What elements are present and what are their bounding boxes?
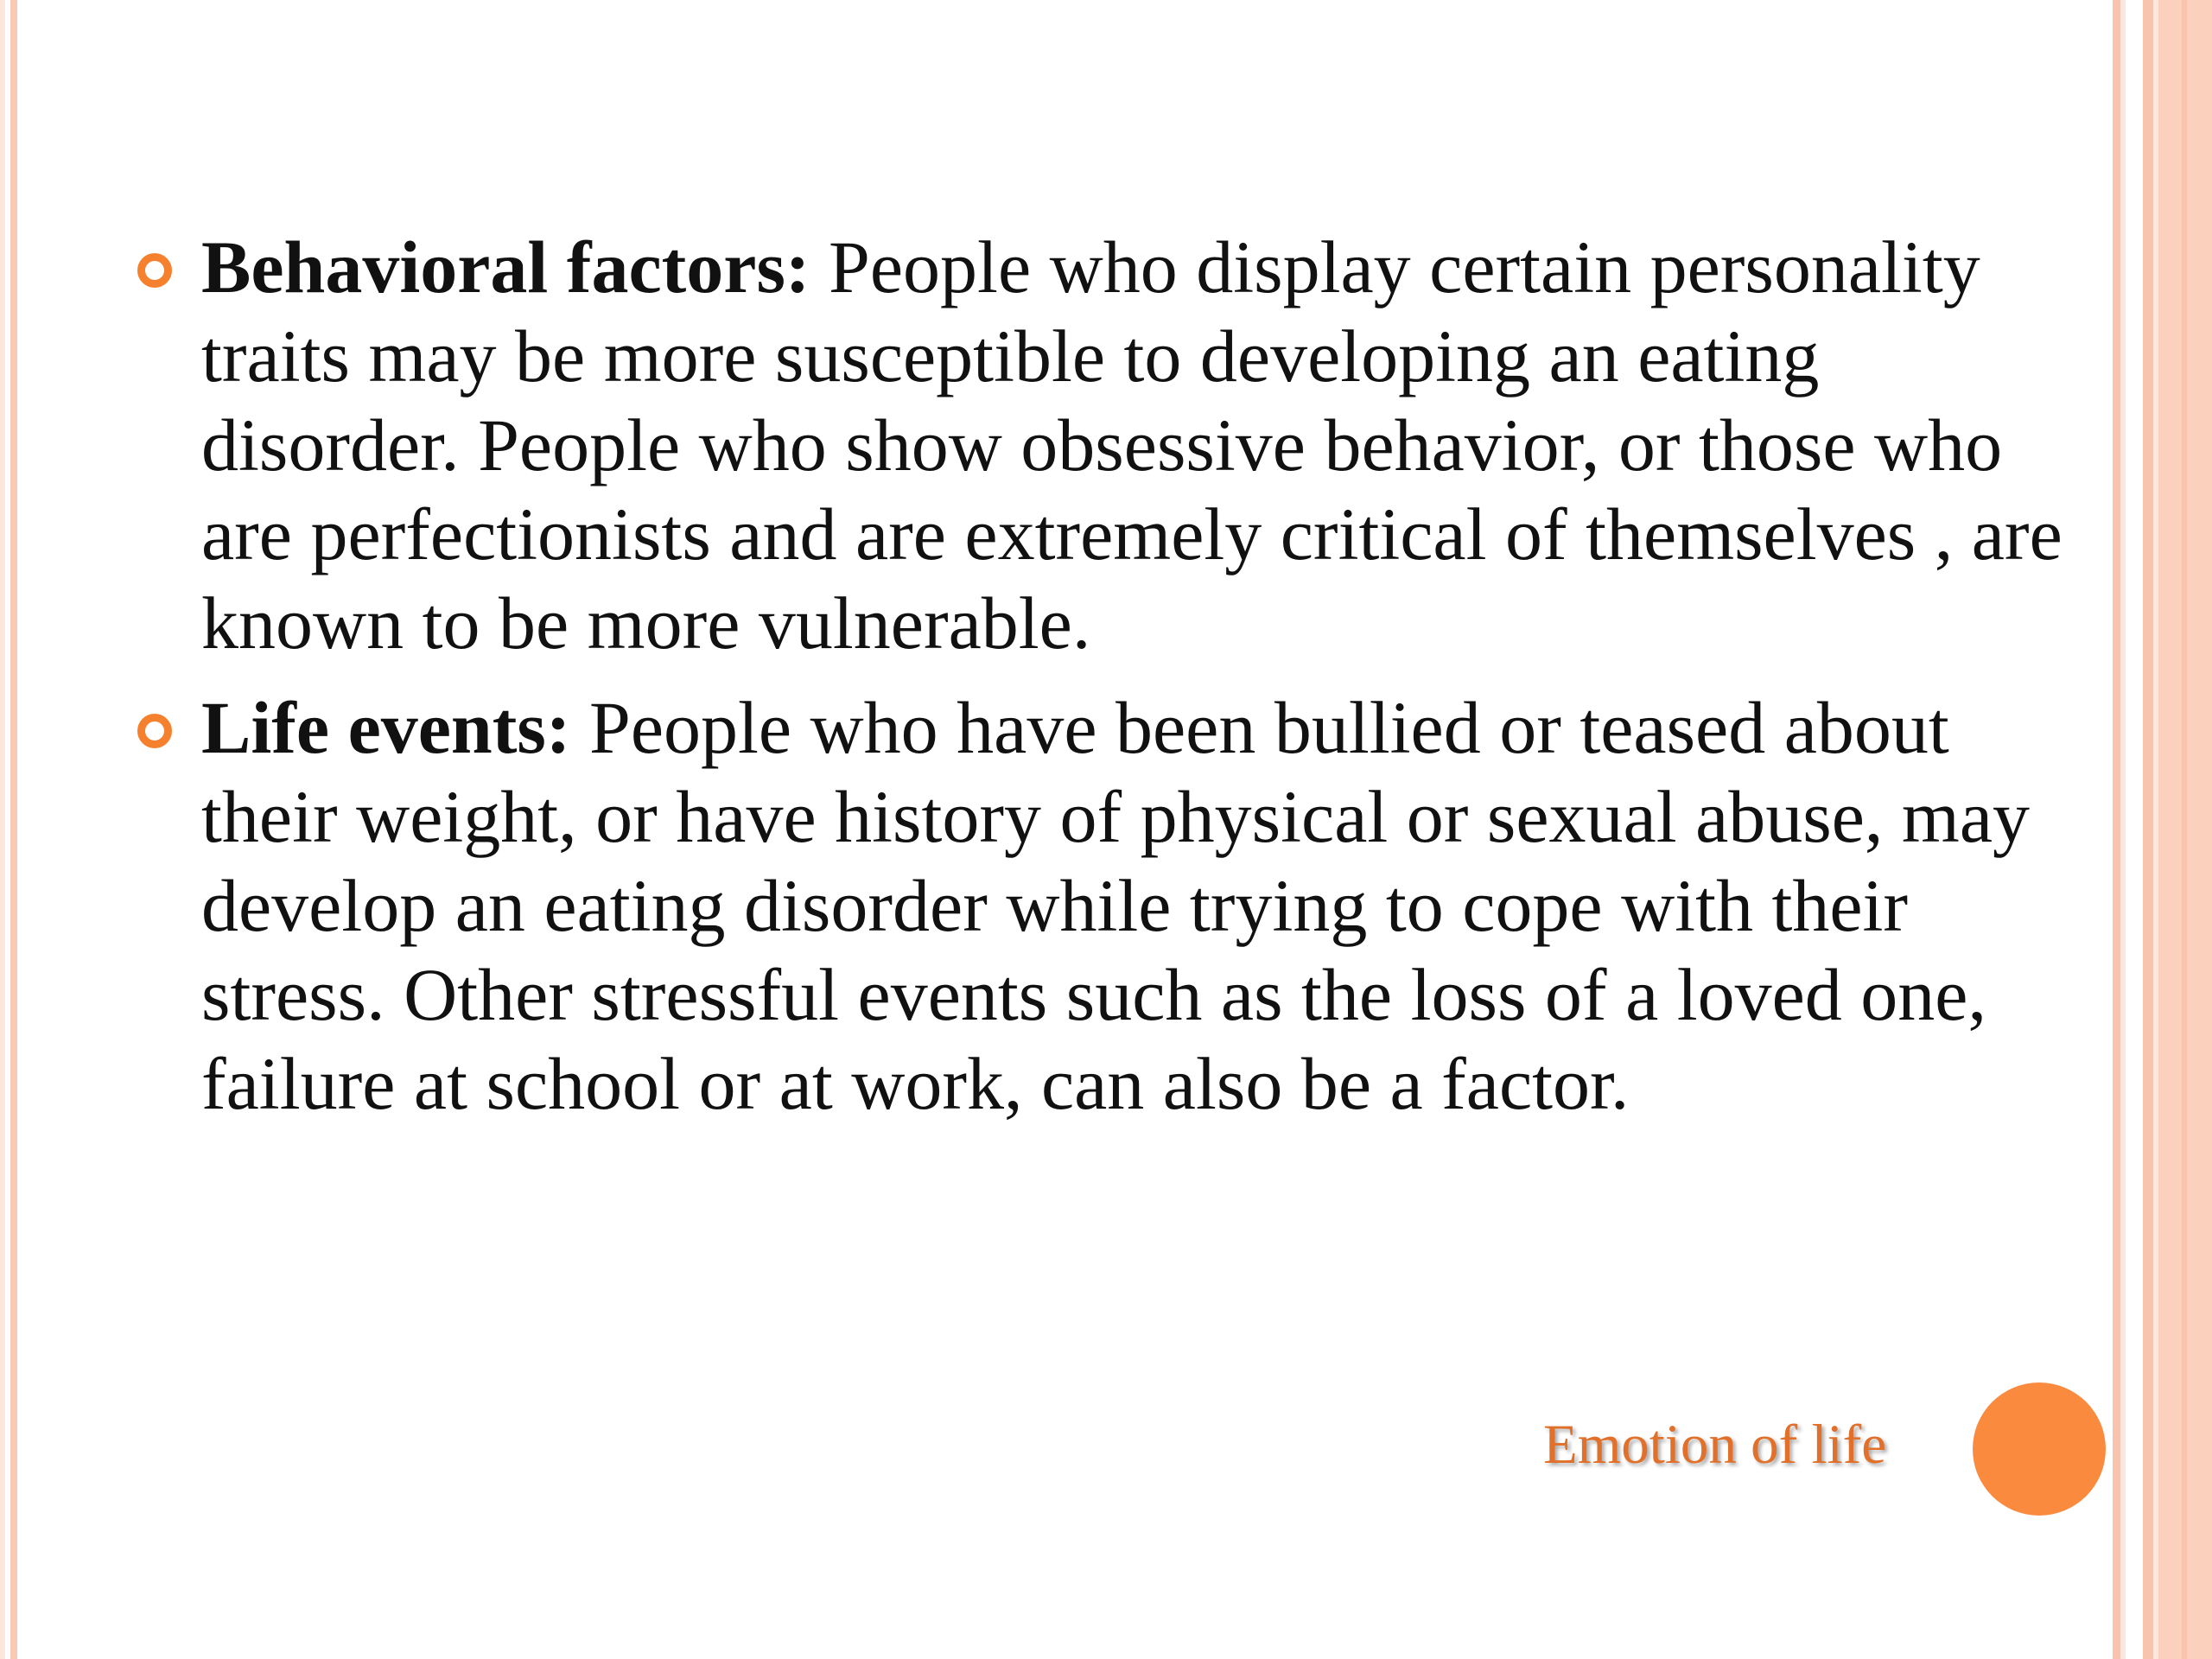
bullet-text: People who have been bullied or teased about their weight, or have history of physical or sexual abuse, may develop an eating disorder while trying to cope with their stress. Other stressful events such as the loss of a loved one, failure at school or at work, can also be a factor. — [201, 686, 2030, 1125]
slide-body — [134, 223, 2087, 1128]
bullet-ring-icon — [137, 714, 172, 748]
bullet-label: Life events: — [201, 686, 571, 769]
right-border-stripe — [2113, 0, 2120, 1659]
right-border-stripe — [2143, 0, 2153, 1659]
right-border-stripe — [2182, 0, 2187, 1659]
left-border-stripe — [0, 0, 5, 1659]
left-border-decoration — [0, 0, 28, 1659]
left-border-stripe — [10, 0, 17, 1659]
right-border-stripe — [2126, 0, 2143, 1659]
bullet-item-behavioral — [134, 223, 2087, 668]
slide-footer: Emotion of life — [1543, 1414, 1887, 1476]
bullet-ring-icon — [137, 253, 172, 288]
bullet-label: Behavioral factors: — [201, 226, 810, 308]
bullet-text: People who display certain personality traits may be more susceptible to developing an eating disorder. People who show obsessive behavior, or those who are perfectionists and are extremely critical of themselves , are known to be more vulnerable. — [201, 226, 2063, 664]
right-border-decoration — [2113, 0, 2212, 1659]
decorative-circle — [1973, 1382, 2106, 1516]
bullet-item-life-events — [134, 683, 2087, 1128]
